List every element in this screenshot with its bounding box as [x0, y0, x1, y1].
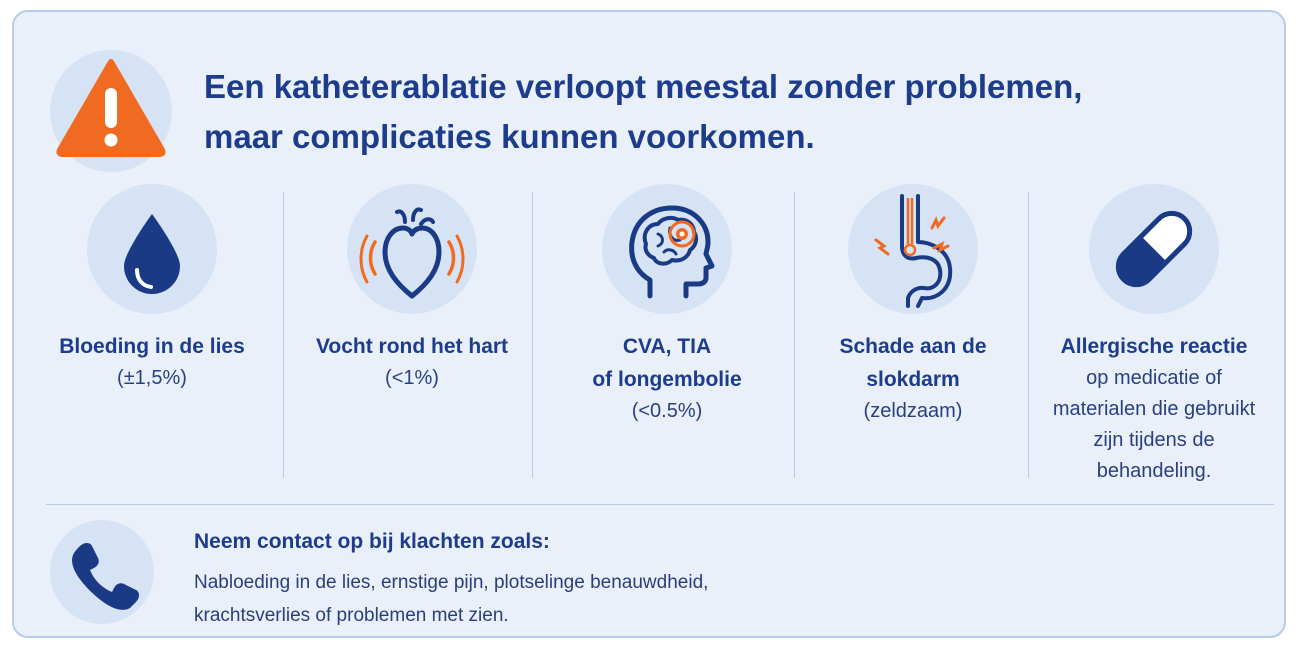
esophagus-icon [848, 184, 978, 314]
brain-head-icon [602, 184, 732, 314]
complication-title: Bloeding in de lies [59, 335, 245, 358]
icon-circle [347, 184, 477, 314]
complication-title: Vocht rond het hart [315, 335, 509, 358]
complication-risk: (<1%) [385, 367, 439, 389]
complication-title: Allergische reactie [1060, 335, 1248, 358]
headline-line-1: Een katheterablatie verloopt meestal zonder problemen, [204, 68, 1083, 105]
complication-detail: behandeling. [1096, 460, 1212, 482]
pill-capsule-icon [1089, 184, 1219, 314]
contact-text [194, 566, 708, 632]
section-divider [46, 504, 1274, 505]
icon-circle [848, 184, 978, 314]
complication-item-stroke [542, 184, 792, 484]
phone-badge [50, 520, 154, 624]
column-divider [794, 192, 795, 478]
complication-item-bleeding [32, 184, 272, 484]
contact-heading: Neem contact op bij klachten zoals: [194, 530, 550, 553]
complication-title: of longembolie [592, 368, 742, 391]
contact-line-1: Nabloeding in de lies, ernstige pijn, plotselinge benauwdheid, [194, 572, 709, 593]
icon-circle [602, 184, 732, 314]
complication-item-esophagus [804, 184, 1022, 484]
heart-icon [347, 184, 477, 314]
column-divider [1028, 192, 1029, 478]
complication-detail: op medicatie of [1086, 367, 1222, 389]
complication-detail: materialen die gebruikt [1052, 398, 1256, 420]
complication-title: slokdarm [866, 368, 960, 391]
contact-line-2: krachtsverlies of problemen met zien. [194, 605, 509, 626]
icon-circle [87, 184, 217, 314]
column-divider [532, 192, 533, 478]
complication-risk: (zeldzaam) [863, 400, 963, 422]
complication-title: Schade aan de [839, 335, 987, 358]
phone-icon [50, 520, 154, 624]
blood-drop-icon [87, 184, 217, 314]
column-divider [283, 192, 284, 478]
headline-line-2: maar complicaties kunnen voorkomen. [204, 118, 815, 155]
complication-title: CVA, TIA [622, 335, 712, 358]
icon-circle [1089, 184, 1219, 314]
page-title [204, 62, 1254, 162]
complication-risk: (±1,5%) [117, 367, 187, 389]
warning-badge [50, 50, 172, 172]
info-card [12, 10, 1286, 638]
complication-risk: (<0.5%) [631, 400, 703, 422]
warning-triangle-icon [54, 54, 168, 168]
complication-item-allergy [1038, 184, 1270, 484]
complication-detail: zijn tijdens de [1093, 429, 1215, 451]
complication-item-pericardial-fluid [292, 184, 532, 484]
